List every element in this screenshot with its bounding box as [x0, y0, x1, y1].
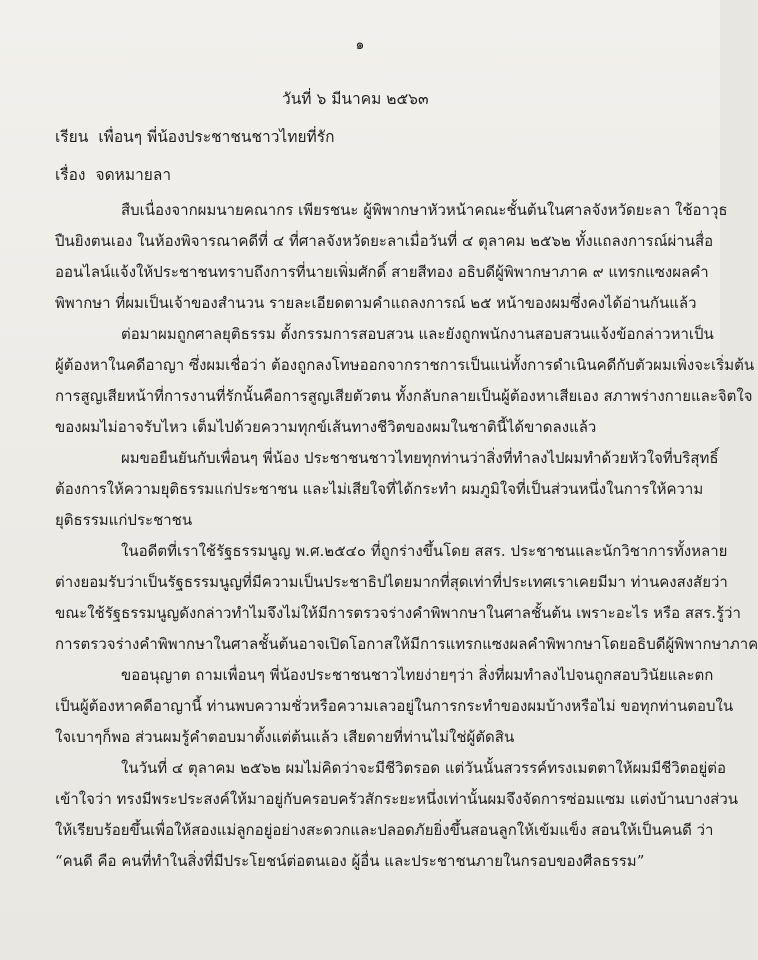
salutation-line	[55, 124, 334, 149]
paragraph-line: ขณะใช้รัฐธรรมนูญดังกล่าวทำไมจึงไม่ให้มีการตรวจร่างคำพิพากษาในศาลชั้นต้น เพราะอะไร หรือ สสร.รู้ว่า	[55, 604, 741, 622]
paragraph-line: ผมขอยืนยันกับเพื่อนๆ พี่น้อง ประชาชนชาวไทยทุกท่านว่าสิ่งที่ทำลงไปผมทำด้วยหัวใจที่บริสุทธิ์	[121, 449, 719, 467]
paragraph-line: “คนดี คือ คนที่ทำในสิ่งที่มีประโยชน์ต่อตนเอง ผู้อื่น และประชาชนภายในกรอบของศีลธรรม”	[55, 852, 645, 870]
letter-date: วันที่ ๖ มีนาคม ๒๕๖๓	[282, 90, 429, 108]
paragraph-line: ต่างยอมรับว่าเป็นรัฐธรรมนูญที่มีความเป็นประชาธิปไตยมากที่สุดเท่าที่ประเทศเราเคยมีมา ท่านคงสงสัยว่า	[55, 573, 728, 591]
salutation-text: เพื่อนๆ พี่น้องประชาชนชาวไทยที่รัก	[98, 128, 335, 146]
paragraph-line: เข้าใจว่า ทรงมีพระประสงค์ให้มาอยู่กับครอบครัวสักระยะหนึ่งเท่านั้นผมจึงจัดการซ่อมแซม แต่งบ้านบางส่วน	[55, 790, 738, 808]
subject-text: จดหมายลา	[95, 166, 172, 184]
paragraph-line: ของผมไม่อาจรับไหว เต็มไปด้วยความทุกข์เส้นทางชีวิตของผมในชาตินี้ได้ขาดลงแล้ว	[55, 418, 597, 436]
paragraph-line: ผู้ต้องหาในคดีอาญา ซึ่งผมเชื่อว่า ต้องถูกลงโทษออกจากราชการเป็นแน่ทั้งการดำเนินคดีกับตัวผมเพิ่งจะเริ่มต้น	[55, 356, 755, 374]
paragraph-line: ให้เรียบร้อยขึ้นเพื่อให้สองแม่ลูกอยู่อย่างสะดวกและปลอดภัยยิ่งขึ้นสอนลูกให้เข้มแข็ง สอนให้เป็นคนดี ว่า	[55, 821, 714, 839]
paragraph-line: ในวันที่ ๔ ตุลาคม ๒๕๖๒ ผมไม่คิดว่าจะมีชีวิตรอด แต่วันนั้นสวรรค์ทรงเมตตาให้ผมมีชีวิตอยู่ต่อ	[121, 759, 727, 777]
paragraph-line: ใจเบาๆก็พอ ส่วนผมรู้คำตอบมาตั้งแต่ต้นแล้ว เสียดายที่ท่านไม่ใช่ผู้ตัดสิน	[55, 728, 515, 746]
paragraph-line: ต้องการให้ความยุติธรรมแก่ประชาชน และไม่เสียใจที่ได้กระทำ ผมภูมิใจที่เป็นส่วนหนึ่งในการให้ความ	[55, 480, 704, 498]
paragraph-line: ขออนุญาต ถามเพื่อนๆ พี่น้องประชาชนชาวไทยง่ายๆว่า สิ่งที่ผมทำลงไปจนถูกสอบวินัยและตก	[121, 666, 714, 684]
paragraph-line: การตรวจร่างคำพิพากษาในศาลชั้นต้นอาจเปิดโอกาสให้มีการแทรกแซงผลคำพิพากษาโดยอธิบดีผู้พิพากษาภาค	[55, 635, 758, 653]
paragraph-3	[55, 443, 719, 536]
paragraph-6	[55, 753, 738, 877]
subject-line	[55, 162, 171, 187]
subject-label: เรื่อง	[55, 166, 86, 184]
paragraph-line: ในอดีตที่เราใช้รัฐธรรมนูญ พ.ศ.๒๕๔๐ ที่ถูกร่างขึ้นโดย สสร. ประชาชนและนักวิชาการทั้งหลาย	[121, 542, 728, 560]
page-number: ๑	[355, 37, 365, 53]
paragraph-4	[55, 536, 758, 660]
paragraph-line: การสูญเสียหน้าที่การงานที่รักนั้นคือการสูญเสียตัวตน ทั้งกลับกลายเป็นผู้ต้องหาเสียเอง สภาพร่างกายและจิตใจ	[55, 387, 753, 405]
paragraph-2	[55, 319, 755, 443]
paragraph-line: ยุติธรรมแก่ประชาชน	[55, 511, 193, 529]
paragraph-line: ต่อมาผมถูกศาลยุติธรรม ตั้งกรรมการสอบสวน และยังถูกพนักงานสอบสวนแจ้งข้อกล่าวหาเป็น	[121, 325, 714, 343]
paragraph-1	[55, 195, 728, 319]
paragraph-line: สืบเนื่องจากผมนายคณากร เพียรชนะ ผู้พิพากษาหัวหน้าคณะชั้นต้นในศาลจังหวัดยะลา ใช้อาวุธ	[121, 201, 728, 219]
paragraph-line: พิพากษา ที่ผมเป็นเจ้าของสำนวน รายละเอียดตามคำแถลงการณ์ ๒๕ หน้าของผมซึ่งคงได้อ่านกันแล้ว	[55, 294, 697, 312]
paragraph-line: ออนไลน์แจ้งให้ประชาชนทราบถึงการที่นายเพิ่มศักดิ์ สายสีทอง อธิบดีผู้พิพากษาภาค ๙ แทรกแซงผลคำ	[55, 263, 709, 281]
paragraph-5	[55, 660, 734, 753]
paragraph-line: ปืนยิงตนเอง ในห้องพิจารณาคดีที่ ๔ ที่ศาลจังหวัดยะลาเมื่อวันที่ ๔ ตุลาคม ๒๕๖๒ ทั้งแถลงการณ์ผ่านสื่อ	[55, 232, 714, 250]
salutation-label: เรียน	[55, 128, 89, 146]
paragraph-line: เป็นผู้ต้องหาคดีอาญานี้ ท่านพบความชั่วหรือความเลวอยู่ในการกระทำของผมบ้างหรือไม่ ขอทุกท่านตอบใน	[55, 697, 734, 715]
